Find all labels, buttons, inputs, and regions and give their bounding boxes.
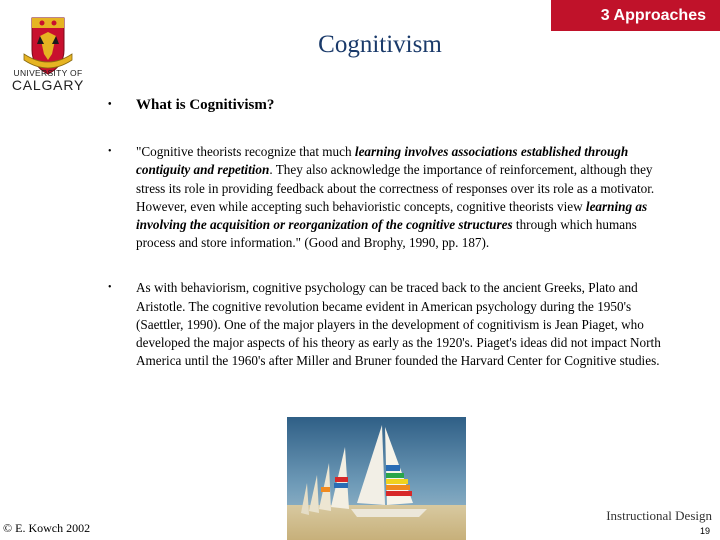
bullet-list (108, 92, 668, 370)
quote-text-2: . They also acknowledge the importance of reinforcement, although they stress its role in providing feedback about the correctness of responses over its role as a motivator. However, even while accepting such behavioristic concepts, cognitive theorists view (136, 162, 655, 214)
slide-title: Cognitivism (318, 31, 442, 58)
section-badge: 3 Approaches (551, 0, 720, 31)
history-text: As with behaviorism, cognitive psychology can be traced back to the ancient Greeks, Plato and Aristotle. The cognitive revolution became evident in American psychology during the 1950's (Saettler, 1990). One of the major players in the development of cognitivism is Jean Piaget, who developed the major aspects of his theory as early as the 1920's. Piaget's ideas did not impact North America until the 1960's after Miller and Bruner founded the Harvard Center for Cognitive studies. (136, 280, 661, 369)
bullet-dot-icon: • (108, 282, 112, 294)
course-name: Instructional Design (606, 508, 712, 523)
bullet-item-history (108, 279, 668, 370)
university-logo-line1: UNIVERSITY OF (13, 68, 83, 78)
quote-text-3: through which humans process and store information." (Good and Brophy, 1990, pp. 187). (136, 217, 637, 251)
bullet-item-heading (108, 96, 668, 114)
page-number: 19 (699, 526, 710, 536)
quote-emphasis-1: learning involves associations established through contiguity and repetition (136, 144, 629, 178)
quote-text-1: "Cognitive theorists recognize that much (136, 144, 355, 160)
sailboats-photo (287, 417, 466, 540)
bullet-item-quote (108, 143, 668, 252)
university-logo-line2: CALGARY (11, 77, 85, 93)
bullet-dot-icon: • (108, 99, 112, 110)
copyright-text: © E. Kowch 2002 (3, 521, 91, 535)
bullet-dot-icon: • (108, 146, 112, 158)
bullet-heading-text: What is Cognitivism? (136, 97, 275, 113)
quote-emphasis-2: learning as involving the acquisition or reorganization of the cognitive structures (136, 198, 648, 233)
